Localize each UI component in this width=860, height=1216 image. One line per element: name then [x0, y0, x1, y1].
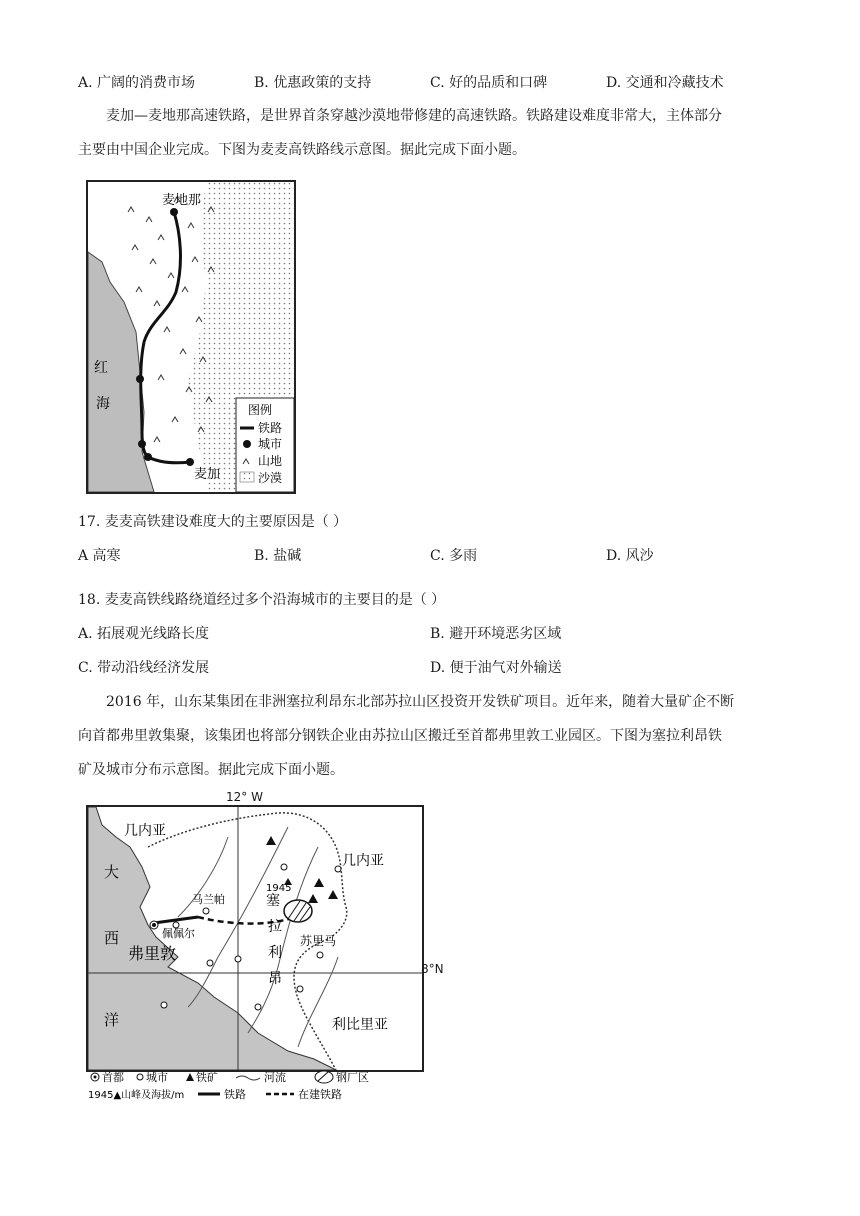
q17-stem: 17. 麦麦高铁建设难度大的主要原因是（ ） [78, 514, 348, 530]
q17-option-d: D. 风沙 [606, 548, 654, 564]
label-peak-height: 1945 [266, 883, 292, 894]
atlantic-ocean [88, 807, 336, 1070]
label-country-1: 塞 [266, 893, 280, 909]
q17-option-c: C. 多雨 [430, 548, 478, 564]
passage2-line3: 矿及城市分布示意图。据此完成下面小题。 [78, 762, 344, 778]
q16-option-c: C. 好的品质和口碑 [430, 75, 548, 91]
label-country-4: 昂 [268, 971, 282, 987]
city-marker [136, 375, 144, 383]
q18-option-d: D. 便于油气对外输送 [430, 660, 562, 676]
city-marker [144, 453, 152, 461]
iron-mine-icon [266, 836, 276, 845]
map1-legend [236, 398, 294, 492]
label-freetown: 弗里敦 [128, 944, 177, 963]
city-medina-marker [170, 208, 178, 216]
iron-mine-icon [328, 890, 338, 899]
passage1-line2: 主要由中国企业完成。下图为麦麦高铁路线示意图。据此完成下面小题。 [78, 142, 526, 158]
label-medina: 麦地那 [162, 193, 202, 208]
label-guinea-top: 几内亚 [124, 823, 166, 839]
passage2-line1: 2016 年，山东某集团在非洲塞拉利昂东北部苏拉山区投资开发铁矿项目。近年来，随着大量矿企不断 [106, 694, 735, 710]
railway-under-construction [198, 915, 300, 924]
legend2-capital: 首都 [102, 1071, 124, 1084]
q18-option-c: C. 带动沿线经济发展 [78, 660, 210, 676]
legend2-river: 河流 [264, 1071, 286, 1084]
passage1-line1: 麦加—麦地那高速铁路，是世界首条穿越沙漠地带修建的高速铁路。铁路建设难度非常大，主体部分 [106, 108, 722, 124]
label-ocean-3: 洋 [104, 1011, 120, 1029]
label-country-2: 拉 [268, 919, 282, 935]
passage2-line2: 向首都弗里敦集聚，该集团也将部分钢铁企业由苏拉山区搬迁至首都弗里敦工业园区。下图为塞拉利昂铁 [78, 728, 722, 744]
q18-option-a: A. 拓展观光线路长度 [78, 626, 210, 642]
longitude-label: 12° W [226, 790, 263, 804]
q16-option-a: A. 广阔的消费市场 [78, 75, 196, 91]
iron-mine-icon [314, 878, 324, 887]
legend2-building: 在建铁路 [298, 1088, 342, 1101]
label-liberia: 利比里亚 [332, 1017, 388, 1033]
label-country-3: 利 [268, 945, 282, 961]
legend-mountain: 山地 [258, 454, 283, 468]
label-mecca: 麦加 [194, 467, 221, 482]
q18-stem: 18. 麦麦高铁线路绕道经过多个沿海城市的主要目的是（ ） [78, 592, 446, 608]
legend2-city: 城市 [146, 1071, 168, 1084]
legend2-iron: 铁矿 [196, 1071, 218, 1084]
map2-legend [88, 1068, 428, 1102]
legend2-peak: 1945▲山峰及海拔/m [88, 1090, 185, 1101]
label-red-sea-2: 海 [96, 396, 110, 412]
label-red-sea-1: 红 [94, 360, 108, 376]
label-ocean-2: 西 [104, 929, 120, 947]
q17-option-b: B. 盐碱 [254, 548, 302, 564]
legend2-steel: 钢厂区 [336, 1071, 369, 1084]
label-guinea-right: 几内亚 [342, 853, 384, 869]
city-marker [138, 440, 146, 448]
q17-option-a: A 高寒 [78, 548, 121, 564]
legend-title: 图例 [248, 403, 273, 417]
latitude-label: 8°N [421, 962, 444, 976]
legend-city: 城市 [258, 437, 283, 451]
label-ocean-1: 大 [104, 863, 120, 881]
q16-option-b: B. 优惠政策的支持 [254, 75, 372, 91]
city-mecca-marker [186, 458, 194, 466]
railway-line [141, 212, 190, 463]
haramain-railway-map [86, 180, 296, 494]
legend-railway: 铁路 [258, 421, 283, 435]
q16-option-d: D. 交通和冷藏技术 [606, 75, 724, 91]
legend-desert: 沙漠 [258, 471, 283, 485]
label-sulima: 苏里马 [300, 934, 337, 948]
label-pepel: 佩佩尔 [162, 927, 195, 940]
legend2-railway: 铁路 [224, 1088, 246, 1101]
sierra-leone-map [86, 805, 424, 1072]
q18-option-b: B. 避开环境恶劣区域 [430, 626, 562, 642]
iron-mine-icon [308, 894, 318, 903]
label-makeni: 马兰帕 [192, 893, 225, 906]
